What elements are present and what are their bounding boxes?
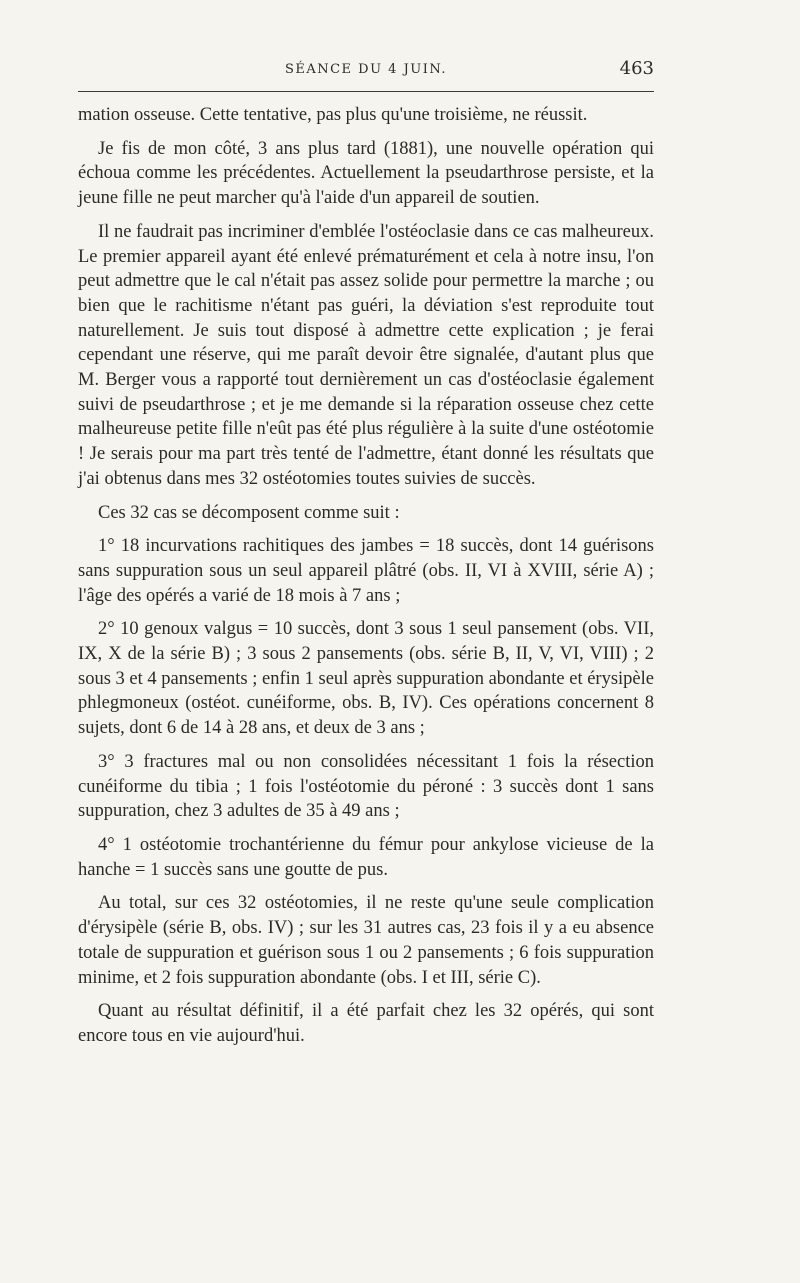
paragraph-continuation: mation osseuse. Cette tentative, pas plus qu'une troisième, ne réussit.	[78, 105, 588, 125]
paragraph: Au total, sur ces 32 ostéotomies, il ne reste qu'une seule complication d'érysipèle (série B, obs. IV) ; sur les 31 autres cas, 23 fois il y a eu absence totale de suppuration et guérison sous 1 ou 2 pansements ; 6 fois suppuration minime, et 2 fois suppuration abondante (obs. I et III, série C).	[78, 893, 654, 988]
paragraph: Je fis de mon côté, 3 ans plus tard (1881), une nouvelle opération qui échoua comme les précédentes. Actuellement la pseudarthrose persiste, et la jeune fille ne peut marcher qu'à l'aide d'un appareil de soutien.	[78, 138, 654, 209]
list-item: 1° 18 incurvations rachitiques des jambes = 18 succès, dont 14 guérisons sans suppuration sous un seul appareil plâtré (obs. II, VI à XVIII, série A) ; l'âge des opérés a varié de 18 mois à 7 ans ;	[78, 536, 654, 606]
running-header	[78, 58, 654, 82]
list-item: 2° 10 genoux valgus = 10 succès, dont 3 sous 1 seul pansement (obs. VII, IX, X de la série B) ; 3 sous 2 pansements (obs. série B, II, V, VI, VIII) ; 2 sous 3 et 4 pansements ; enfin 1 seul après suppuration abondante et érysipèle phlegmoneux (ostéot. cunéiforme, obs. B, IV). Ces opérations concernent 8 sujets, dont 6 de 14 à 28 ans, et deux de 3 ans ;	[78, 619, 654, 739]
header-title: SÉANCE DU 4 JUIN.	[284, 62, 448, 77]
header-rule	[78, 91, 654, 92]
paragraph: Quant au résultat définitif, il a été parfait chez les 32 opérés, qui sont encore tous en vie aujourd'hui.	[78, 1001, 654, 1046]
paragraph: Ces 32 cas se décomposent comme suit :	[98, 502, 400, 523]
body-text	[78, 103, 654, 1058]
page-number: 463	[619, 58, 654, 79]
paragraph: Il ne faudrait pas incriminer d'emblée l'ostéoclasie dans ce cas malheureux. Le premier appareil ayant été enlevé prématurément et cela à notre insu, l'on peut admettre que le cal n'était pas assez solide pour permettre la marche ; ou bien que le rachitisme n'étant pas guéri, la déviation s'est reproduite tout naturellement. Je suis tout disposé à admettre cette explication ; je ferai cependant une réserve, qui me paraît devoir être signalée, d'autant plus que M. Berger vous a rapporté tout dernièrement un cas d'ostéoclasie également suivi de pseudarthrose ; et je me demande si la réparation osseuse chez cette malheureuse petite fille n'eût pas été plus régulière à la suite d'une ostéotomie ! Je serais pour ma part très tenté de l'admettre, étant donné les résultats que j'ai obtenus dans mes 32 ostéotomies toutes suivies de succès.	[78, 221, 654, 489]
list-item: 3° 3 fractures mal ou non consolidées nécessitant 1 fois la résection cunéiforme du tibia ; 1 fois l'ostéotomie du péroné : 3 succès dont 1 sans suppuration, chez 3 adultes de 35 à 49 ans ;	[78, 751, 654, 822]
list-item: 4° 1 ostéotomie trochantérienne du fémur pour ankylose vicieuse de la hanche = 1 succès sans une goutte de pus.	[78, 834, 654, 880]
